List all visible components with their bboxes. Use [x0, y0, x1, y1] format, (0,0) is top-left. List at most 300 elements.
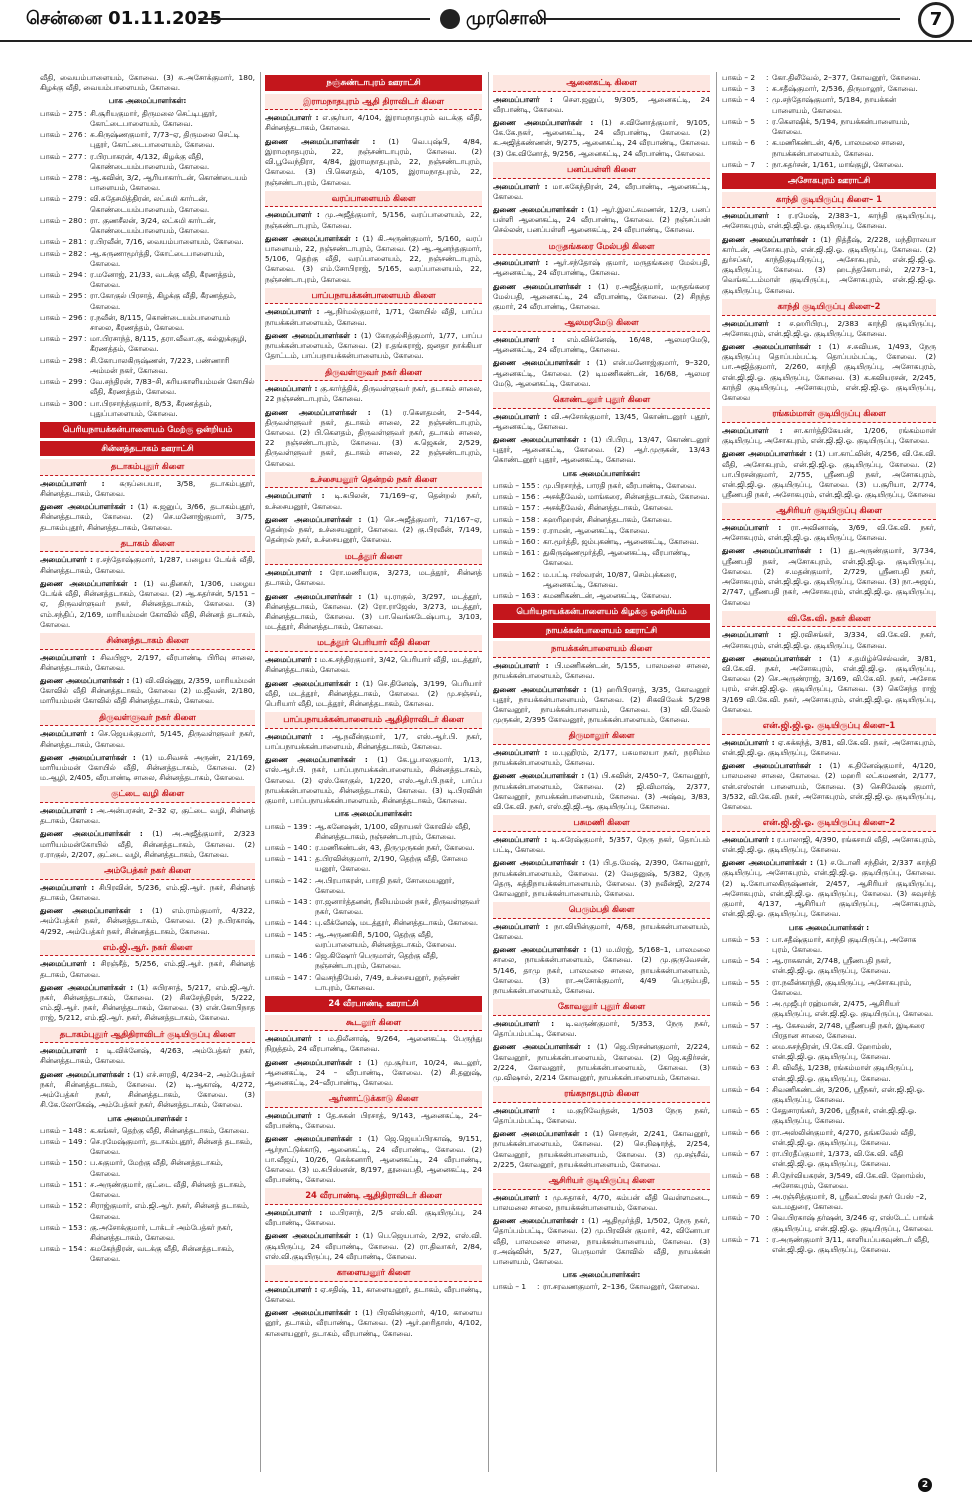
paragraph-text: (1) ஜெ.ஜெயப்பிரகாஷ், 9/151, ஆர்நாட்டுக்காடு, ஆனைகட்டி, 24 வீரபாண்டி, கோவை. (2) பா.வீஜய், 10/26, கெக்கனாரி, ஆனைகட்டி, 24 வீரபாண்டி, கோவை. (3) ம.சுபிஸ்னன், 8/197, தூவைபதி, ஆனைகட்டி, 24 வீரபாண்டி, கோவை. — [265, 1134, 482, 1185]
paragraph — [265, 568, 482, 588]
role-label: துணை அமைப்பாளர்கள் : — [40, 829, 143, 839]
booth-row — [265, 951, 482, 971]
booth-organizer: சுமகேந்திரன், வடக்கு வீதி, சின்னத்தடாகம், கோவை. — [90, 1244, 235, 1264]
booth-organizer: வி.சுதேசமித்திரன், லட்சுமி கார்டன், கொண்டையம்பாளையம், கோவை. — [90, 194, 210, 214]
role-label: அமைப்பாளர் : — [265, 1034, 322, 1044]
booth-number: பாகம் – 157 — [493, 503, 536, 513]
booth-number: பாகம் – 7 — [722, 159, 756, 169]
branch-heading: ஆனைகட்டி கிளை — [493, 75, 710, 92]
page-number: 7 — [918, 2, 954, 38]
booth-row — [722, 95, 936, 115]
paragraph — [265, 307, 482, 327]
paragraph — [493, 258, 710, 278]
role-label: அமைப்பாளர் : — [493, 1105, 555, 1115]
paragraph-text: (1) க.தினேஷ்குமார், 4/120, பாலமலை சாலை, கோவை. (2) மஹரி லட்சுமணன், 2/177, என்.எஸ்என் பாளையம், கோவை. (3) செசிவேஷ் குமார், 3/532, வி.கே.வி. நகர், அசோகபுரம், என்.ஜி.ஜி.ஓ. குடியிருப்பு, கோவை. — [722, 761, 936, 811]
booth-number: பாகம் – 160 — [493, 536, 536, 546]
paragraph — [493, 282, 710, 313]
paragraph-text: செ.ஜெயக்குமார், 5/145, திருவள்ளுவர் நகர், சின்னத்தடாகம், கோவை. — [40, 729, 255, 749]
paragraph — [40, 676, 255, 707]
booth-organizer: அசக்தீவேல், சின்னத்தடாகம், கோவை. — [543, 503, 674, 513]
paragraph — [265, 515, 482, 546]
booth-row — [722, 1042, 936, 1062]
paragraph-text: (1) எச்.சாரதி, 4/234–2, அம்பேத்கர் நகர், சின்னத்தடாகம், கோவை. (2) டி.ஆகாஷ், 4/272, அம்பேத்கர் நகர், சின்னத்தடாகம், கோவை. (3) சி.கே.லோகேஷ், அம்பேத்கர் நகர், சின்னத்தடாகம், கோவை. — [40, 1069, 255, 1110]
article-columns — [40, 72, 936, 1472]
booth-organizer: கா.மூர்த்தி, ஜம்புகண்டி, ஆனைகட்டி, கோவை. — [543, 536, 699, 546]
paragraph-text: ம.திலீனாஷ், 9/264, ஆனைகட்டி பேருந்து நிறுத்தம், 24 வீரபாண்டி, கோவை. — [265, 1034, 482, 1054]
subsection-heading: பாக அமைப்பாளர்கள் : — [107, 1113, 188, 1123]
paragraph-text: ஆ.நவீன்குமார், 1/7, எஸ்.ஆர்.பி. நகர், பாப்பநாயக்கன்பாளையம், சின்னத்தடாகம், கோவை. — [265, 731, 482, 751]
paragraph — [265, 679, 482, 710]
section-heading: பெரியநாயக்கன்பாளையம் கிழக்கு ஒன்றியம் — [493, 604, 710, 620]
booth-organizer: அ.முஜீபுர் ரஹ்மான், 2/475, ஆசிரியர் குடியிருப்பு, என்.ஜி.ஜி.ஓ. குடியிருப்பு, கோவை. — [772, 999, 934, 1019]
role-label: அமைப்பாளர் : — [493, 834, 548, 844]
booth-number: பாகம் – 143 — [265, 897, 308, 907]
paragraph-text: ம.புஹிரம், 2/177, பசுமாலயா நகர், நரசிம்ம நாயக்கன்பாளையம், கோவை. — [493, 747, 710, 768]
paragraph-text: ம.பிரசாந், 2/5 எஸ்.வி. குடியிருப்பு, 24 வீரபாண்டி, கோவை. — [265, 1208, 482, 1228]
paragraph — [40, 983, 255, 1024]
paragraph-text: (1) செ.அஜீத்குமார், 71/167–ஏ, தென்றல் நகர், உச்சையனூர், கோவை. (2) கு.பிரவீன், 7/149, தென்றல் நகர், உச்சையனூர், கோவை. — [265, 514, 482, 545]
role-label: அமைப்பாளர் : — [265, 1284, 318, 1294]
paragraph-text: ரோ.மணியரசு, 3/273, மடத்தூர், சின்னத் தடாகம், கோவை. — [265, 568, 482, 588]
booth-organizer: பு.வீக்னேஷ், மடத்தூர், சின்னத்தடாகம், கோவை. — [315, 918, 479, 928]
subsection-heading: பாக அமைப்பாளர்கள் : — [788, 922, 870, 932]
section-heading: சின்னத்தடாகம் ஊராட்சி — [40, 441, 255, 457]
paragraph-text: ர.ரமேஷ், 2/383–1, காந்தி குடியிருப்பு, அசோகபுரம், என்.ஜி.ஜி.ஓ. குடியிருப்பு, கோவை. — [722, 211, 936, 231]
booth-row — [265, 854, 482, 874]
role-label: அமைப்பாளர் : — [493, 411, 547, 421]
branch-heading: வி.கே.வி. நகர் கிளை — [722, 611, 936, 628]
role-label: துணை அமைப்பாளர்கள் : — [265, 1231, 359, 1241]
paragraph — [265, 137, 482, 188]
subsection-heading: பாக அமைப்பாளர்கள்: — [562, 468, 641, 478]
branch-heading: ரங்கம்மாள் குடியிருப்பு கிளை — [722, 406, 936, 423]
paragraph — [40, 753, 255, 784]
booth-row — [40, 173, 255, 193]
paragraph-text: (1) வி.விஷ்ணு, 2/359, மாரியம்மன் கோவில் வீதி சின்னத்தடாகம், கோவை (2) ம.ஜீவன், 2/180, மாரியம்மன் கோவில் வீதி சின்னத்தடாகம், கோவை. — [40, 676, 255, 706]
booth-row — [40, 130, 255, 150]
paragraph-text: (1) து.அருண்குமார், 3/734, ஸ்ரீணபதி நகர், அசோகபுரம், என்.ஜி.ஜி.ஓ. குடியிருப்பு, கோவை. (2) ச.மதன்குமார், 2/729, ஸ்ரீணபதி நகர், அசோகபுரம், என்.ஜி.ஜி.ஓ. குடியிருப்பு, கோவை. (3) நா.அஜய், 2/747, ஸ்ரீணபதி நகர், அசோகபுரம், என்.ஜி.ஜி.ஓ. குடியிருப்பு, கோவை — [722, 546, 936, 607]
booth-number: பாகம் – 68 — [722, 1170, 760, 1180]
booth-number: பாகம் – 146 — [265, 951, 308, 961]
role-label: அமைப்பாளர் : — [722, 318, 781, 328]
paragraph — [493, 922, 710, 942]
booth-number: பாகம் – 281 — [40, 237, 83, 247]
branch-heading: மடத்தூர் கிளை — [265, 549, 482, 566]
branch-heading: காந்தி குடியிருப்பு கிளை– 1 — [722, 192, 936, 209]
booth-number: பாகம் – 149 — [40, 1137, 83, 1146]
paragraph-text: ம.குறிவேந்தன், 1/503 நேரு நகர், தொப்பம்பட்டி, கோவை. — [493, 1105, 710, 1126]
paragraph — [493, 685, 710, 726]
paragraph — [722, 546, 936, 607]
separator: : — [309, 842, 312, 852]
paragraph-text: ச.ஹரிபிரபு, 2/383 காந்தி குடியிருப்பு, அசோகபுரம், என்.ஜி.ஜி.ஓ. குடியிருப்பு, கோவை. — [722, 318, 936, 338]
role-label: அமைப்பாளர் : — [493, 747, 548, 757]
booth-row — [722, 1213, 936, 1233]
booth-organizer: ரா.ஜனார்த்தனன், நீலியம்மன் நகர், திருவள்ளுவர் நகர், கோவை. — [315, 897, 480, 917]
role-label: துணை அமைப்பாளர்கள் : — [493, 858, 585, 868]
booth-row — [493, 537, 710, 547]
booth-number: பாகம் – 151 — [40, 1179, 83, 1189]
subsection-heading: பாக அமைப்பாளர்கள்: — [562, 1270, 641, 1280]
booth-row — [40, 377, 255, 397]
branch-heading: ஆசிரியர் குடியிருப்பு கிளை — [493, 1173, 710, 1190]
paragraph — [265, 1308, 482, 1339]
booth-number: பாகம் – 152 — [40, 1201, 83, 1211]
paragraph-text: டி.விக்னேஷ், 4/263, அம்பேத்கர் நகர், சின்னத்தடாகம், கோவை. — [40, 1046, 255, 1066]
paragraph-text: (1) வெ.புஷ்பி, 4/84, இராமநாதபுரம், 22, நஞ்சண்டாபுரம், கோவை. (2) வி.பூவேந்திரா, 4/84, இராமநாதபுரம், 22, நஞ்சண்டாபுரம், கோவை. (3) பி.கௌதம், 4/105, இராமநாதபுரம், 22, நஞ்சண்டாபுரம், கோவை. — [265, 136, 482, 187]
booth-row — [493, 548, 710, 568]
booth-row — [722, 160, 936, 170]
booth-organizer: சு.கிருஷ்ணகுமார், 7/73–ஏ, திருமலை செட்டி புதூர், கோட்டைபாளையம், கோவை. — [90, 130, 240, 150]
paragraph-text: மு.சுதாகர், 4/70, கம்பன் வீதி வெள்ளமடை, பாலமலை சாலை, நாயக்கன்பாளையம், கோவை. — [493, 1192, 710, 1212]
booth-number: பாகம் – 277 — [40, 151, 83, 161]
paragraph — [722, 342, 936, 403]
branch-heading: தடாகம்புதூர் ஆதிதிராவிடர் குடியிருப்பு கிளை — [40, 1027, 255, 1044]
booth-row — [493, 570, 710, 590]
paragraph-text: (1) நித்தீஷ், 2/228, மந்திராலயா கார்டன், அசோகபுரம், என்.ஜி.ஜி.ஓ. குடியிருப்பு, கோவை. (2) துர்சப்கர், காந்திகுடியிருப்பு, அசோகபுரம், என்.ஜி.ஜி.ஓ. குடியிருப்பு, கோவை. (3) ஹடந்தகோபால், 2/273–1, வெங்கட்டம்மாள் குடியிருப்பு, அசோகபுரம், என்.ஜி.ஜி.ஓ. குடியிருப்பு, கோவை. — [722, 234, 936, 295]
paragraph — [40, 555, 255, 575]
booth-number: பாகம் – 144 — [265, 918, 308, 928]
booth-organizer: க.மணிகண்டன், 4/6, பாலமலை சாலை, நாயக்கன்பாளையம், கோவை. — [772, 138, 905, 158]
role-label: துணை அமைப்பாளர்கள் : — [265, 1057, 362, 1067]
paragraph — [265, 1034, 482, 1054]
booth-number: பாகம் – 159 — [493, 525, 536, 535]
paragraph — [265, 1058, 482, 1089]
role-label: துணை அமைப்பாளர்கள் : — [493, 1216, 585, 1226]
role-label: அமைப்பாளர் : — [40, 555, 93, 565]
column-divider — [488, 72, 489, 1472]
separator: : — [766, 1020, 769, 1030]
branch-heading: ரங்கநாதபுரம் கிளை — [493, 1086, 710, 1103]
booth-organizer: அ.ரஞ்சித்குமார், 8, ஸ்ரீவட்ஸவ் நகர் பேஸ் –2, வடமதுரை, கோவை. — [772, 1192, 927, 1212]
separator: : — [309, 875, 312, 885]
paragraph — [40, 653, 255, 673]
role-label: துணை அமைப்பாளர்கள் : — [265, 514, 362, 524]
role-label: துணை அமைப்பாளர்கள் : — [493, 281, 592, 291]
booth-organizer: ர.நவீன், 8/115, கொண்டையம்பாளையம் சாலை, கீரணத்தம், கோவை. — [90, 312, 231, 333]
paragraph — [722, 523, 936, 543]
separator: : — [84, 172, 87, 182]
paragraph — [40, 579, 255, 630]
column-1 — [40, 72, 255, 1472]
booth-number: பாகம் – 155 — [493, 480, 536, 490]
booth-row — [40, 237, 255, 247]
booth-organizer: ஆ. கேசவன், 2/748, ஸ்ரீணபதி நகர், இடிகரை பிரதான சாலை, கோவை. — [772, 1020, 925, 1040]
paragraph-text: (1) பி.சுவின், 2/450–7, கோவனூர், நாயக்கன்பாளையம், கோவை. (2) ஜி.விமாஷ், 2/377, கோவனூர், நாயக்கன்பாளையம், கோவை. (3) அஷ்வு, 3/83, வி.கே.வி. நகர், எஸ்.ஜி.ஜி.ஆ. குடியிருப்பு, கோவை. — [493, 771, 710, 812]
separator: : — [766, 999, 769, 1009]
paragraph — [40, 729, 255, 749]
booth-organizer: செ.ரமேஷ்குமார், தடாகம்புதூர், சின்னத் தடாகம், கோவை. — [90, 1137, 253, 1157]
booth-organizer: அ.பிரபாகரன், பாரதி நகர், சோமையனூர், கோவை. — [315, 875, 455, 895]
separator: : — [766, 73, 769, 82]
booth-number: பாகம் – 278 — [40, 172, 83, 182]
booth-organizer: ஆ.அருணகிரி, 5/100, தெற்கு வீதி, வரப்பாளையம், சின்னத்தடாகம், கோவை. — [315, 929, 457, 949]
separator: : — [766, 138, 769, 148]
paragraph-text: (1) ஜெ.பிரசன்னகுமார், 2/224, கோவனூர், நாயக்கன்பாளையம், கோவை. (2) ஜெ.கதிர்சன், 2/224, கோவனூர், நாயக்கன்பாளையம், கோவை. (3) மு.விஷால், 2/214 கோவனூர், நாயக்கன்பாளையம், கோவை. — [493, 1042, 710, 1082]
column-2 — [265, 72, 482, 1472]
separator: : — [766, 1084, 769, 1094]
booth-row — [40, 356, 255, 376]
separator: : — [84, 334, 87, 344]
booth-organizer: சு.சதீஷ்குமார், 2/536, திருமாலூர், கோவை. — [772, 84, 918, 94]
separator: : — [84, 194, 87, 204]
paragraph — [265, 755, 482, 806]
booth-number: பாகம் – 282 — [40, 248, 83, 258]
paragraph-text: (1) பா.காட்வின், 4/256, வி.கே.வி. வீதி, அசோகபுரம், என்.ஜி.ஜி.ஓ. குடியிருப்பு, கோவை. (2) பா.பிரசன்குமார், 2/755, ஸ்ரீணபதி நகர், அசோகபுரம், என்.ஜி.ஜி.ஓ. குடியிருப்பு, கோவை. (3) ப.சூரியா, 2/774, ஸ்ரீணபதி நகர், அசோகபுரம், என்.ஜி.ஜி.ஓ. குடியிருப்பு, கோவை — [722, 449, 936, 500]
role-label: அமைப்பாளர் : — [722, 630, 782, 640]
booth-organizer: ம.பட்டி ஈஸ்வரன், 10/87, செம்புக்கரை, ஆனைகட்டி, கோவை. — [543, 569, 677, 589]
paragraph — [265, 1208, 482, 1228]
role-label: துணை அமைப்பாளர்கள் : — [493, 358, 590, 368]
booth-row — [265, 973, 482, 993]
role-label: துணை அமைப்பாளர்கள் : — [493, 204, 585, 214]
booth-organizer: சுமணிகண்டன், ஆனைகட்டி, கோவை. — [543, 591, 672, 601]
paragraph — [722, 211, 936, 231]
separator: : — [309, 854, 312, 864]
booth-row — [40, 1244, 255, 1264]
paragraph-text: (1) ச.வினோத்குமார், 9/105, கே.கே.நகர், ஆனைகட்டி, 24 வீரபாண்டி, கோவை. (2) க.அஜித்கண்ணன், 9/275, ஆனைகட்டி, 24 வீரபாண்டி, கோவை. (3) கே.வினோத், 9/256, ஆனைகட்டி, 24 வீரபாண்டி, கோவை. — [493, 118, 710, 158]
paragraph — [265, 1231, 482, 1262]
role-label: அமைப்பாளர் : — [40, 882, 95, 892]
paragraph — [265, 331, 482, 362]
separator: : — [84, 355, 87, 365]
subsection-heading: பாக அமைப்பாளர்கள்: — [108, 96, 187, 106]
booth-number: பாகம் – 298 — [40, 355, 83, 365]
paragraph — [493, 95, 710, 115]
paragraph — [40, 906, 255, 937]
role-label: துணை அமைப்பாளர்கள் : — [722, 341, 822, 351]
paragraph-text: கருப்பையா, 3/58, தடாகம்புதூர், சின்னத்தடாகம், கோவை. — [40, 478, 255, 498]
paragraph — [265, 1134, 482, 1185]
paragraph-text: (1) சுபிரசாத், 5/217, எம்.ஜி.ஆர். நகர், சின்னத்தடாகம், கோவை. (2) சிகசேந்திரன், 5/222, எம்.ஜி.ஆர். நகர், சின்னத்தடாகம், கோவை. (3) என்.கோபிநாத ராஜ், 5/212, எம்.ஜி.ஆர். நகர், சின்னத்தடாகம், கோவை. — [40, 982, 255, 1023]
paragraph — [493, 1042, 710, 1083]
branch-heading: கோவனூர் புதூர் கிளை — [493, 999, 710, 1016]
separator: : — [537, 591, 540, 601]
paragraph — [722, 630, 936, 650]
section-heading: 24 வீரபாண்டி ஊராட்சி — [265, 996, 482, 1012]
section-heading: நாயக்கன்பாளையம் ஊராட்சி — [493, 623, 710, 639]
booth-row — [40, 1126, 255, 1136]
role-label: துணை அமைப்பாளர்கள் : — [265, 755, 368, 765]
paragraph — [493, 412, 710, 432]
separator: : — [309, 897, 312, 907]
branch-heading: திருவள்ளுவர் நகர் கிளை — [40, 710, 255, 727]
booth-organizer: ர.பிரவீன், 7/16, வையம்பாளையம், கோவை. — [90, 237, 244, 247]
header-rule-left — [198, 18, 430, 20]
branch-heading: கூடலூர் கிளை — [265, 1015, 482, 1032]
booth-number: பாகம் – 53 — [722, 934, 760, 944]
booth-row — [40, 216, 255, 236]
masthead-title: முரசொலி — [466, 8, 547, 29]
branch-heading: மடத்தூர் பெரியார் வீதி கிளை — [265, 635, 482, 652]
booth-row — [722, 1235, 936, 1255]
booth-number: பாகம் – 154 — [40, 1244, 83, 1254]
booth-row — [493, 1282, 710, 1292]
booth-organizer: சுஹரிஹரன், சின்னத்தடாகம், கோவை. — [543, 514, 673, 524]
role-label: அமைப்பாளர் : — [722, 211, 780, 221]
role-label: அமைப்பாளர் : — [265, 1110, 321, 1120]
branch-heading: பனப்பள்ளி கிளை — [493, 162, 710, 179]
booth-number: பாகம் – 6 — [722, 138, 756, 148]
separator: : — [537, 569, 540, 579]
separator: : — [84, 1201, 87, 1211]
paragraph-text: ரா.அவினாஷ், 3/69, வி.கே.வி. நகர், அசோகபுரம், என்.ஜி.ஜி.ஓ. குடியிருப்பு, கோவை. — [722, 522, 936, 543]
booth-number: பாகம் – 66 — [722, 1127, 760, 1137]
paragraph — [40, 502, 255, 533]
role-label: துணை அமைப்பாளர்கள் : — [40, 578, 137, 588]
paragraph-text: (1) என்.மனோஜ்குமார், 9–320, ஆனைகட்டி, கோவை. (2) டிமணிகண்டன், 16/68, ஆலமர மேடு, ஆனைகட்டி, கோவை. — [493, 358, 710, 388]
booth-row — [265, 918, 482, 928]
branch-heading: காந்தி குடியிருப்பு கிளை–2 — [722, 299, 936, 316]
booth-organizer: சி.கோபாலகிருஷ்ணன், 7/223, பண்ணாரி அம்மன் நகர், கோவை. — [90, 355, 230, 375]
header-rule-right — [540, 18, 900, 20]
separator: : — [309, 821, 312, 831]
role-label: அமைப்பாளர் : — [265, 568, 323, 578]
column-3 — [493, 72, 710, 1472]
booth-organizer: சிராஜ்குமார், எம்.ஜி.ஆர். நகர், சின்னத் தடாகம், கோவை. — [90, 1201, 250, 1221]
paragraph-text: (1) மு.சூர்யா, 10/24, கூடலூர், ஆனைகட்டி, 24 – வீரபாண்டி, கோவை. (2) சி.தனுஷ், ஆனைகட்டி, 24–வீரபாண்டி, கோவை. — [265, 1057, 482, 1088]
booth-organizer: ர.பிரபாகரன், 4/132, கிழக்கு வீதி, கொண்டையம்பாளையம், கோவை. — [90, 151, 210, 171]
role-label: அமைப்பாளர் : — [493, 921, 549, 931]
separator: : — [537, 492, 540, 502]
paragraph — [265, 113, 482, 133]
paragraph — [493, 435, 710, 466]
separator: : — [84, 377, 87, 387]
booth-row — [493, 515, 710, 525]
role-label: அமைப்பாளர் : — [40, 652, 95, 662]
paragraph-text: (1) செ.தினேஷ், 3/199, பெரியார் வீதி, மடத்தூர், சின்னத்தடாகம், கோவை. (2) மு.சஞ்சய், பெரியார் வீதி, மடத்தூர், சின்னத்தடாகம், கோவை. — [265, 678, 482, 708]
role-label: துணை அமைப்பாளர்கள் : — [40, 676, 130, 686]
separator: : — [766, 95, 769, 105]
separator: : — [537, 525, 540, 535]
paragraph-text: செள.ஜனுப், 9/305, ஆனைகட்டி, 24 வீரபாண்டி, கோவை. — [493, 94, 710, 114]
column-4 — [722, 72, 936, 1472]
role-label: துணை அமைப்பாளர்கள் : — [265, 233, 359, 243]
booth-row — [40, 194, 255, 214]
paragraph-text: கு.கார்த்திக், திருவள்ளுவர் நகர், தடாகம் சாலை, 22 நஞ்சண்டாபுரம், கோவை. — [265, 384, 482, 404]
role-label: அமைப்பாளர் : — [265, 307, 320, 317]
paragraph-text: (1) ஹரிபிரசாத், 3/35, கோவனூர் புதூர், நாயக்கன்பாளையம், கோவை. (2) சிகவிவேக் 5/298 கோவனூர், நாயக்கன்பாளையம், கோவை. (3) வி.வேல் முருகன், 2/395 கோவனூர், நாயக்கன்பாளையம், கோவை. — [493, 684, 710, 725]
booth-row — [493, 503, 710, 513]
separator: : — [537, 548, 540, 558]
booth-row — [40, 1223, 255, 1243]
booth-row — [722, 1192, 936, 1212]
separator: : — [84, 237, 87, 247]
booth-row — [493, 591, 710, 601]
separator: : — [84, 269, 87, 279]
paragraph-text: (1) ர.அஜீத்குமார், மருதங்கரை மேல்பதி, ஆனைகட்டி, 24 வீரபாண்டி, கோவை. (2) சிநந்த குமார், 24 வீரபாண்டி, கோவை. — [493, 281, 710, 312]
paragraph-text: எம்.விக்னேஷ், 16/48, ஆலமரமேடு, ஆனைகட்டி, 24 வீரபாண்டி, கோவை. — [493, 334, 710, 355]
booth-number: பாகம் – 5 — [722, 116, 756, 126]
booth-number: பாகம் – 161 — [493, 548, 536, 558]
paragraph — [722, 738, 936, 758]
column-divider — [716, 72, 717, 1472]
paragraph — [40, 959, 255, 979]
role-label: துணை அமைப்பாளர்கள் : — [722, 449, 813, 459]
paragraph — [722, 858, 936, 919]
paragraph-text: (1) பி.பிரபு, 13/47, கொண்டனூர் புதூர், ஆனைகட்டி, கோவை. (2) ஆர்.முருகன், 13/43 கொண்டனூர் புதூர், ஆனைகட்டி, கோவை. — [493, 435, 710, 465]
role-label: அமைப்பாளர் : — [493, 258, 549, 268]
separator: : — [84, 1158, 87, 1168]
booth-row — [265, 876, 482, 896]
paragraph — [40, 479, 255, 499]
role-label: அமைப்பாளர் : — [265, 731, 324, 741]
column-divider — [260, 72, 261, 1472]
paragraph — [265, 1285, 482, 1305]
role-label: அமைப்பாளர் : — [493, 181, 548, 191]
branch-heading: 24 வீரபாண்டி ஆதிதிராவிடர் கிளை — [265, 1188, 482, 1205]
branch-heading: நாயக்கன்பாளையம் கிளை — [493, 641, 710, 658]
separator: : — [84, 151, 87, 161]
role-label: துணை அமைப்பாளர்கள் : — [40, 982, 134, 992]
paragraph-text: ஏ.சுக்கந்த், 3/81, வி.கே.வி. நகர், அசோகபுரம், என்.ஜி.ஜி.ஓ. குடியிருப்பு, கோவை. — [722, 737, 936, 757]
booth-row — [40, 291, 255, 311]
paragraph — [493, 118, 710, 159]
paragraph-text: ஆர்.சந்தோஷ் குமார், மருதங்கரை மேல்பதி, ஆனைகட்டி, 24 வீரபாண்டி, கோவை. — [493, 258, 710, 278]
role-label: துணை அமைப்பாளர்கள் : — [265, 1308, 358, 1318]
paragraph-text: ர.சந்தோஷ்குமார், 1/287, பழைய டேங்க் வீதி, சின்னத்தடாகம், கோவை. — [40, 555, 255, 575]
paragraph — [265, 408, 482, 469]
paragraph — [493, 748, 710, 768]
paragraph — [722, 319, 936, 339]
role-label: துணை அமைப்பாளர்கள் : — [493, 684, 587, 694]
paragraph — [40, 1070, 255, 1111]
separator: : — [766, 1149, 769, 1159]
role-label: அமைப்பாளர் : — [265, 210, 320, 220]
paragraph-text: மா.சுகேந்திரன், 24, வீரபாண்டி, ஆனைகட்டி, கோவை. — [493, 181, 710, 201]
paragraph-text: தே.சுகன் பிரசாத், 9/143, ஆனைகட்டி, 24–வீரபாண்டி, கோவை. — [265, 1110, 482, 1131]
paragraph-text: டி.சுரேஷ்குமார், 5/357, நேரு நகர், தொப்பம் பட்டி, கோவை. — [493, 834, 710, 855]
branch-heading: தடாகம்புதூர் கிளை — [40, 459, 255, 476]
booth-organizer: ரா.சரவணகுமார், 2–136, கோவனூர், கோவை. — [543, 1282, 700, 1292]
booth-number: பாகம் – 1 — [493, 1282, 527, 1292]
booth-number: பாகம் – 4 — [722, 95, 756, 105]
booth-row — [40, 109, 255, 129]
role-label: அமைப்பாளர் : — [722, 737, 775, 747]
separator: : — [84, 1179, 87, 1189]
separator: : — [766, 1041, 769, 1051]
booth-organizer: க.கங்கர், தெற்கு வீதி, சின்னத்தடாகம், கோவை. — [90, 1125, 249, 1135]
booth-row — [40, 399, 255, 419]
booth-row — [722, 73, 936, 83]
paragraph-text: (1) ஆர்.இலட்சுமணன், 12/3, பனப் பள்ளி ஆனைகட்டி, 24 வீரபாண்டி, கோவை. (2) நஞ்சப்பன் செல்லன், பனப்பள்ளி ஆனைகட்டி, 24 வீரபாண்டி, கோவை. — [493, 204, 710, 235]
paragraph — [493, 205, 710, 236]
separator: : — [84, 1244, 87, 1254]
booth-number: பாகம் – 139 — [265, 821, 308, 831]
paragraph-text: (1) வ.தினகர், 1/306, பழைய டேங்க் வீதி, சின்னத்தடாகம், கோவை. (2) ஆ.சுதர்சன், 5/151 – ஏ, திருவள்ளுவர் நகர், சின்னத்தடாகம், கோவை. (3) எம்.சந்திப், 2/169, மாரியம்மன் கோவில் வீதி, சின்னத் தடாகம், கோவை. — [40, 578, 255, 629]
branch-heading: பசுமணி கிளை — [493, 815, 710, 832]
booth-row — [493, 492, 710, 502]
booth-number: பாகம் – 156 — [493, 492, 536, 502]
booth-organizer: சேதுசாரங்கர், 3/206, ஸ்ரீநகர், என்.ஜி.ஜி.ஓ. குடியிருப்பு, கோவை. — [772, 1106, 917, 1126]
paragraph-text: வி.அசோக்குமார், 13/45, கொண்டனூர் புதூர், ஆனைகட்டி, கோவை. — [493, 411, 710, 431]
paragraph — [722, 654, 936, 715]
role-label: துணை அமைப்பாளர்கள் : — [40, 752, 136, 762]
paragraph — [493, 335, 710, 355]
role-label: அமைப்பாளர் : — [40, 1046, 99, 1056]
paragraph-text: (1) கோகுல்சித்குமார், 1/77, பாப்ப நாயக்கன்பாளையம், கோவை. (2) ர.தங்கராஜ், ஜனதா நாக்கியா தோட்டம், பாப்பநாயக்கன்பாளையம், கோவை. — [265, 330, 482, 361]
role-label: அமைப்பாளர் : — [493, 1192, 548, 1202]
role-label: துணை அமைப்பாளர்கள் : — [493, 771, 585, 781]
paragraph-text: எ.சூர்யா, 4/104, இராமநாதபுரம் வடக்கு வீதி, சின்னத்தடாகம், கோவை. — [265, 113, 482, 133]
subsection-heading: பாக அமைப்பாளர்கள்: — [334, 809, 413, 819]
role-label: அமைப்பாளர் : — [265, 491, 325, 501]
role-label: அமைப்பாளர் : — [493, 1018, 555, 1028]
paragraph-text: (1) ஆதிமூர்த்தி, 1/502, நேரு நகர், தொப்பம்பட்டி, கோவை. (2) மு.பிரவின் குமார், 42, வினோபா வீதி, பாலமலை சாலை, நாயக்கன்பாளையம், கோவை. (3) ர.அஷ்வின், 5/27, பெருமாள் கோவில் வீதி, நாயக்கன் பாளையம், கோவை. — [493, 1216, 710, 1267]
booth-number: பாகம் – 279 — [40, 194, 83, 204]
booth-organizer: ப.சுகுமார், மேற்கு வீதி, சின்னத்தடாகம், கோவை. — [90, 1158, 224, 1178]
paragraph-text: (1) ச.தமிழ்ச்செல்வன், 3/81, வி.கே.வி. நகர், அசோகபுரம், என்.ஜி.ஜி.ஓ. குடியிருப்பு, கோவை (2) செ.அருண்ராஜ், 3/169, வி.கே.வி. நகர், அசோக புரம், என்.ஜி.ஜி.ஓ. குடியிருப்பு, கோவை. (3) கெசேந்த ராஜ் 3/169 வி.கே.வி. நகர், அசோகபுரம், என்.ஜி.ஜி.ஓ. குடியிருப்பு, கோவை. — [722, 653, 936, 714]
